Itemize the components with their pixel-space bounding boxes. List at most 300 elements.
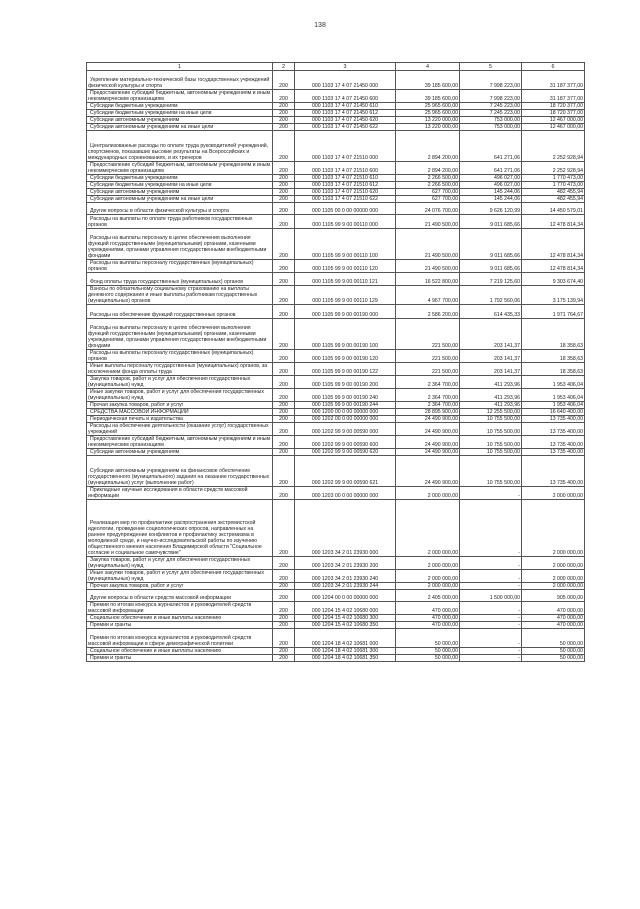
row-approved: 470 000,00 — [396, 622, 460, 629]
row-group: 200 — [273, 583, 295, 590]
row-code: 000 1105 99 9 00 00190 000 — [295, 305, 396, 319]
row-name: Другие вопросы в области средств массовой информации — [87, 590, 273, 602]
row-name: Премии и гранты — [87, 655, 273, 662]
table-row — [87, 376, 585, 389]
table-row — [87, 350, 585, 363]
table-row — [87, 196, 585, 203]
row-executed: 7 998 223,00 — [460, 90, 522, 103]
row-remaining: 31 187 377,00 — [522, 71, 585, 90]
row-group: 200 — [273, 71, 295, 90]
row-executed: 1 500 000,00 — [460, 590, 522, 602]
table-row — [87, 416, 585, 423]
row-code: 000 1204 15 4 02 10680 300 — [295, 615, 396, 622]
row-executed: 145 244,06 — [460, 196, 522, 203]
row-group: 200 — [273, 423, 295, 436]
row-remaining: 18 358,63 — [522, 319, 585, 350]
row-name: Реализация мер по профилактике распространения экстремистской идеологии, проведение социологических опросов, направленных на раннее предупреждение конфликтов и профилактику экстремизма в молодежной среде, и научно-исследовательской работы по изучению общественного мнения населения Владимирской области "Социальное согласие и социальное самочувствие" — [87, 500, 273, 557]
row-code: 000 1202 99 9 00 00590 620 — [295, 449, 396, 456]
row-group: 200 — [273, 456, 295, 487]
row-executed: 9 011 685,66 — [460, 229, 522, 260]
table-row — [87, 90, 585, 103]
row-remaining: 14 450 579,01 — [522, 203, 585, 215]
row-remaining: 2 000 000,00 — [522, 500, 585, 557]
row-remaining: 50 000,00 — [522, 629, 585, 648]
row-code: 000 1105 99 9 00 00110 121 — [295, 273, 396, 286]
row-executed: 411 293,96 — [460, 389, 522, 402]
row-approved: 24 076 700,00 — [396, 203, 460, 215]
row-approved: 21 490 500,00 — [396, 260, 460, 273]
row-group: 200 — [273, 124, 295, 131]
table-row — [87, 389, 585, 402]
row-remaining: 50 000,00 — [522, 648, 585, 655]
row-name: Прикладные научные исследования в области средств массовой информации — [87, 487, 273, 500]
row-executed: - — [460, 648, 522, 655]
row-remaining: 2 000 000,00 — [522, 557, 585, 570]
row-name: Предоставление субсидий бюджетным, автономным учреждениям и иным некоммерческим организациям — [87, 90, 273, 103]
row-code: 000 1204 18 4 02 10681 300 — [295, 648, 396, 655]
row-executed: 203 141,37 — [460, 350, 522, 363]
table-row — [87, 189, 585, 196]
table-row — [87, 215, 585, 229]
row-group: 200 — [273, 203, 295, 215]
row-approved: 21 490 500,00 — [396, 229, 460, 260]
row-remaining: 12 467 000,00 — [522, 117, 585, 124]
row-name: Субсидии бюджетным учреждениям — [87, 175, 273, 182]
row-remaining: 12 478 814,34 — [522, 260, 585, 273]
row-code: 000 1105 99 9 00 00110 000 — [295, 215, 396, 229]
row-remaining: 2 000 000,00 — [522, 583, 585, 590]
table-row — [87, 436, 585, 449]
row-name: Премии по итогам конкурса журналистов и руководителей средств массовой информации в сфере демографической политики — [87, 629, 273, 648]
row-name: Субсидии автономным учреждениям — [87, 117, 273, 124]
row-code: 000 1103 17 4 07 21450 610 — [295, 103, 396, 110]
row-executed: 9 626 120,99 — [460, 203, 522, 215]
row-approved: 13 220 000,00 — [396, 117, 460, 124]
row-executed: - — [460, 655, 522, 662]
row-remaining: 2 000 000,00 — [522, 487, 585, 500]
row-group: 200 — [273, 189, 295, 196]
row-code: 000 1105 99 9 00 00190 244 — [295, 402, 396, 409]
row-executed: - — [460, 629, 522, 648]
row-approved: 2 894 200,00 — [396, 131, 460, 162]
col-header-4: 4 — [396, 63, 460, 71]
table-row — [87, 449, 585, 456]
col-header-6: 6 — [522, 63, 585, 71]
row-remaining: 13 735 400,00 — [522, 436, 585, 449]
row-code: 000 1204 15 4 02 10680 000 — [295, 602, 396, 615]
row-approved: 50 000,00 — [396, 648, 460, 655]
row-executed: - — [460, 583, 522, 590]
row-remaining: 482 455,94 — [522, 189, 585, 196]
row-executed: 7 998 223,00 — [460, 71, 522, 90]
row-approved: 21 490 500,00 — [396, 215, 460, 229]
table-row — [87, 286, 585, 305]
row-code: 000 1203 00 0 00 00000 000 — [295, 487, 396, 500]
row-remaining: 9 303 674,40 — [522, 273, 585, 286]
row-approved: 2 000 000,00 — [396, 570, 460, 583]
row-remaining: 1 953 406,04 — [522, 389, 585, 402]
row-name: Иные закупки товаров, работ и услуг для обеспечения государственных (муниципальных) нужд — [87, 389, 273, 402]
row-approved: 24 490 900,00 — [396, 423, 460, 436]
row-name: Предоставление субсидий бюджетным, автономным учреждениям и иным некоммерческим организациям — [87, 162, 273, 175]
row-executed: - — [460, 557, 522, 570]
row-name: Расходы на выплаты персоналу в целях обеспечения выполнения функций государственными (муниципальными) органами, казенными учреждениями, органами управления государственными внебюджетными фондами — [87, 229, 273, 260]
row-name: Субсидии автономным учреждениям — [87, 449, 273, 456]
row-group: 200 — [273, 629, 295, 648]
row-code: 000 1103 17 4 07 21450 600 — [295, 90, 396, 103]
row-executed: - — [460, 602, 522, 615]
row-executed: - — [460, 487, 522, 500]
table-row — [87, 402, 585, 409]
row-approved: 13 220 000,00 — [396, 124, 460, 131]
row-group: 200 — [273, 286, 295, 305]
row-remaining: 905 000,00 — [522, 590, 585, 602]
row-code: 000 1204 15 4 02 10680 350 — [295, 622, 396, 629]
table-row — [87, 456, 585, 487]
row-approved: 16 522 800,00 — [396, 273, 460, 286]
row-approved: 24 490 900,00 — [396, 456, 460, 487]
row-executed: 614 435,33 — [460, 305, 522, 319]
table-row — [87, 423, 585, 436]
row-remaining: 12 467 000,00 — [522, 124, 585, 131]
row-name: Субсидии бюджетным учреждениям — [87, 103, 273, 110]
table-row — [87, 162, 585, 175]
row-approved: 2 000 000,00 — [396, 557, 460, 570]
row-approved: 4 967 700,00 — [396, 286, 460, 305]
row-name: Расходы на обеспечение функций государственных органов — [87, 305, 273, 319]
row-approved: 221 500,00 — [396, 363, 460, 376]
row-group: 200 — [273, 570, 295, 583]
row-name: Субсидии автономным учреждениям — [87, 189, 273, 196]
table-row — [87, 570, 585, 583]
row-approved: 221 500,00 — [396, 319, 460, 350]
table-row — [87, 655, 585, 662]
row-executed: 7 245 223,00 — [460, 110, 522, 117]
row-remaining: 482 455,94 — [522, 196, 585, 203]
row-code: 000 1105 99 9 00 00110 100 — [295, 229, 396, 260]
row-code: 000 1103 17 4 07 21510 622 — [295, 196, 396, 203]
row-code: 000 1105 99 9 00 00190 240 — [295, 389, 396, 402]
row-name: Иные закупки товаров, работ и услуг для обеспечения государственных (муниципальных) нужд — [87, 570, 273, 583]
row-approved: 50 000,00 — [396, 655, 460, 662]
table-row — [87, 71, 585, 90]
row-remaining: 2 252 928,94 — [522, 162, 585, 175]
row-group: 200 — [273, 175, 295, 182]
row-executed: 203 141,37 — [460, 363, 522, 376]
row-remaining: 1 770 473,00 — [522, 175, 585, 182]
row-executed: 7 245 223,00 — [460, 103, 522, 110]
row-group: 200 — [273, 90, 295, 103]
row-executed: 10 755 500,00 — [460, 423, 522, 436]
row-group: 200 — [273, 131, 295, 162]
row-code: 000 1202 99 9 00 00590 000 — [295, 423, 396, 436]
row-executed: 753 000,00 — [460, 124, 522, 131]
row-approved: 28 895 900,00 — [396, 409, 460, 416]
row-approved: 470 000,00 — [396, 615, 460, 622]
row-remaining: 13 735 400,00 — [522, 423, 585, 436]
row-group: 200 — [273, 117, 295, 124]
table-row — [87, 131, 585, 162]
row-approved: 2 000 000,00 — [396, 583, 460, 590]
row-name: Субсидии бюджетным учреждениям на иные цели — [87, 110, 273, 117]
row-approved: 2 000 000,00 — [396, 487, 460, 500]
row-executed: - — [460, 500, 522, 557]
row-code: 000 1105 00 0 00 00000 000 — [295, 203, 396, 215]
row-approved: 2 364 700,00 — [396, 402, 460, 409]
table-row — [87, 622, 585, 629]
col-header-3: 3 — [295, 63, 396, 71]
row-name: Субсидии автономным учреждениям на иные цели — [87, 196, 273, 203]
table-row — [87, 103, 585, 110]
row-group: 200 — [273, 648, 295, 655]
table-row — [87, 273, 585, 286]
row-executed: 9 011 685,66 — [460, 215, 522, 229]
row-executed: 145 244,06 — [460, 189, 522, 196]
row-group: 200 — [273, 110, 295, 117]
row-group: 200 — [273, 182, 295, 189]
row-code: 000 1203 34 2 01 23930 200 — [295, 557, 396, 570]
row-code: 000 1204 18 4 02 10681 000 — [295, 629, 396, 648]
row-executed: 12 255 500,00 — [460, 409, 522, 416]
row-code: 000 1203 34 2 01 23930 244 — [295, 583, 396, 590]
row-name: Периодическая печать и издательства — [87, 416, 273, 423]
table-row — [87, 305, 585, 319]
table-row — [87, 260, 585, 273]
row-remaining: 50 000,00 — [522, 655, 585, 662]
row-executed: 10 755 500,00 — [460, 416, 522, 423]
row-approved: 24 490 900,00 — [396, 416, 460, 423]
row-group: 200 — [273, 409, 295, 416]
row-group: 200 — [273, 260, 295, 273]
row-remaining: 2 000 000,00 — [522, 570, 585, 583]
row-executed: 9 011 685,66 — [460, 260, 522, 273]
row-executed: 753 000,00 — [460, 117, 522, 124]
row-group: 200 — [273, 162, 295, 175]
row-executed: 496 027,00 — [460, 175, 522, 182]
row-name: Прочая закупка товаров, работ и услуг — [87, 583, 273, 590]
row-group: 200 — [273, 350, 295, 363]
row-code: 000 1203 34 2 01 23930 000 — [295, 500, 396, 557]
row-name: Расходы на обеспечение деятельности (оказание услуг) государственных учреждений — [87, 423, 273, 436]
row-group: 200 — [273, 196, 295, 203]
row-group: 200 — [273, 557, 295, 570]
row-name: Закупка товаров, работ и услуг для обеспечения государственных (муниципальных) нужд — [87, 557, 273, 570]
row-executed: 1 792 560,06 — [460, 286, 522, 305]
row-approved: 39 185 600,00 — [396, 90, 460, 103]
row-name: Взносы по обязательному социальному страхованию на выплаты денежного содержания и иные выплаты работникам государственных (муниципальных) органов — [87, 286, 273, 305]
budget-table — [86, 62, 585, 662]
row-name: Укрепление материально-технической базы государственных учреждений физической культуры и спорта — [87, 71, 273, 90]
row-remaining: 18 720 377,00 — [522, 110, 585, 117]
row-group: 200 — [273, 229, 295, 260]
row-name: Предоставление субсидий бюджетным, автономным учреждениям и иным некоммерческим организациям — [87, 436, 273, 449]
table-row — [87, 203, 585, 215]
table-row — [87, 117, 585, 124]
row-code: 000 1105 99 9 00 00190 122 — [295, 363, 396, 376]
row-group: 200 — [273, 416, 295, 423]
row-executed: - — [460, 622, 522, 629]
table-row — [87, 615, 585, 622]
row-group: 200 — [273, 487, 295, 500]
row-remaining: 12 478 814,34 — [522, 229, 585, 260]
row-approved: 2 364 700,00 — [396, 389, 460, 402]
row-name: Закупка товаров, работ и услуг для обеспечения государственных (муниципальных) нужд — [87, 376, 273, 389]
row-name: Субсидии автономным учреждениям на финансовое обеспечение государственного (муниципального) задания на оказание государственных (муниципальных) услуг (выполнение работ) — [87, 456, 273, 487]
row-remaining: 1 953 406,04 — [522, 376, 585, 389]
row-approved: 25 965 600,00 — [396, 103, 460, 110]
row-executed: 10 755 500,00 — [460, 456, 522, 487]
row-executed: 10 755 500,00 — [460, 449, 522, 456]
row-group: 200 — [273, 590, 295, 602]
page-number: 138 — [314, 22, 326, 29]
row-name: Централизованные расходы по оплате труда руководителей учреждений, спортсменов, показавших высокие результаты на Всероссийских и международных соревнованиях, и их тренеров — [87, 131, 273, 162]
row-remaining: 1 770 473,00 — [522, 182, 585, 189]
row-group: 200 — [273, 622, 295, 629]
row-approved: 2 000 000,00 — [396, 500, 460, 557]
row-executed: 641 271,06 — [460, 131, 522, 162]
row-name: Расходы на выплаты персоналу государственных (муниципальных) органов — [87, 260, 273, 273]
row-code: 000 1103 17 4 07 21450 622 — [295, 124, 396, 131]
row-remaining: 3 175 139,94 — [522, 286, 585, 305]
row-code: 000 1103 17 4 07 21450 620 — [295, 117, 396, 124]
row-remaining: 16 640 400,00 — [522, 409, 585, 416]
row-remaining: 1 953 406,04 — [522, 402, 585, 409]
col-header-2: 2 — [273, 63, 295, 71]
row-code: 000 1105 99 9 00 00190 100 — [295, 319, 396, 350]
table-row — [87, 500, 585, 557]
row-group: 200 — [273, 500, 295, 557]
row-name: Субсидии бюджетным учреждениям на иные цели — [87, 182, 273, 189]
table-row — [87, 602, 585, 615]
row-code: 000 1203 34 2 01 23930 240 — [295, 570, 396, 583]
row-remaining: 18 358,63 — [522, 363, 585, 376]
table-row — [87, 629, 585, 648]
row-approved: 24 490 900,00 — [396, 436, 460, 449]
row-code: 000 1200 00 0 00 00000 000 — [295, 409, 396, 416]
row-remaining: 31 187 377,00 — [522, 90, 585, 103]
row-name: Расходы на выплаты по оплате труда работников государственных органов — [87, 215, 273, 229]
row-remaining: 470 000,00 — [522, 615, 585, 622]
row-name: Фонд оплаты труда государственных (муниципальных) органов — [87, 273, 273, 286]
table-row — [87, 590, 585, 602]
row-executed: 203 141,37 — [460, 319, 522, 350]
row-executed: 7 219 125,60 — [460, 273, 522, 286]
row-name: Другие вопросы в области физической культуры и спорта — [87, 203, 273, 215]
table-row — [87, 124, 585, 131]
row-group: 200 — [273, 376, 295, 389]
row-approved: 2 266 500,00 — [396, 182, 460, 189]
table-row — [87, 557, 585, 570]
table-row — [87, 319, 585, 350]
row-executed: 496 027,00 — [460, 182, 522, 189]
row-name: Социальное обеспечение и иные выплаты населению — [87, 615, 273, 622]
row-executed: 411 293,96 — [460, 402, 522, 409]
row-group: 200 — [273, 615, 295, 622]
row-approved: 25 965 600,00 — [396, 110, 460, 117]
row-approved: 2 586 200,00 — [396, 305, 460, 319]
row-name: Расходы на выплаты персоналу в целях обеспечения выполнения функций государственными (муниципальными) органами, казенными учреждениями, органами управления государственными внебюджетными фондами — [87, 319, 273, 350]
row-approved: 2 266 500,00 — [396, 175, 460, 182]
row-code: 000 1204 00 0 00 00000 000 — [295, 590, 396, 602]
row-group: 200 — [273, 305, 295, 319]
table-row — [87, 648, 585, 655]
row-code: 000 1103 17 4 07 21510 610 — [295, 175, 396, 182]
row-name: Расходы на выплаты персоналу государственных (муниципальных) органов — [87, 350, 273, 363]
row-executed: 10 755 500,00 — [460, 436, 522, 449]
row-approved: 627 700,00 — [396, 189, 460, 196]
row-remaining: 470 000,00 — [522, 602, 585, 615]
row-approved: 221 500,00 — [396, 350, 460, 363]
table-row — [87, 363, 585, 376]
row-code: 000 1105 99 9 00 00110 120 — [295, 260, 396, 273]
row-code: 000 1103 17 4 07 21510 612 — [295, 182, 396, 189]
row-group: 200 — [273, 655, 295, 662]
row-name: Премии по итогам конкурса журналистов и руководителей средств массовой информации — [87, 602, 273, 615]
row-name: Прочая закупка товаров, работ и услуг — [87, 402, 273, 409]
row-remaining: 2 252 928,94 — [522, 131, 585, 162]
row-code: 000 1103 17 4 07 21450 612 — [295, 110, 396, 117]
row-approved: 2 364 700,00 — [396, 376, 460, 389]
row-approved: 627 700,00 — [396, 196, 460, 203]
row-code: 000 1103 17 4 07 21510 600 — [295, 162, 396, 175]
row-group: 200 — [273, 103, 295, 110]
row-remaining: 1 971 764,67 — [522, 305, 585, 319]
row-group: 200 — [273, 436, 295, 449]
table-row — [87, 409, 585, 416]
row-name: СРЕДСТВА МАССОВОЙ ИНФОРМАЦИИ — [87, 409, 273, 416]
row-name: Иные выплаты персоналу государственных (муниципальных) органов, за исключением фонда оплаты труда — [87, 363, 273, 376]
row-group: 200 — [273, 389, 295, 402]
row-code: 000 1103 17 4 07 21510 000 — [295, 131, 396, 162]
row-code: 000 1103 17 4 07 21450 000 — [295, 71, 396, 90]
table-row — [87, 487, 585, 500]
row-group: 200 — [273, 273, 295, 286]
row-remaining: 13 735 400,00 — [522, 416, 585, 423]
row-code: 000 1202 00 0 00 00000 000 — [295, 416, 396, 423]
table-row — [87, 229, 585, 260]
row-remaining: 13 735 400,00 — [522, 449, 585, 456]
row-code: 000 1105 99 9 00 00110 129 — [295, 286, 396, 305]
table-row — [87, 110, 585, 117]
row-approved: 2 405 000,00 — [396, 590, 460, 602]
row-group: 200 — [273, 363, 295, 376]
col-header-5: 5 — [460, 63, 522, 71]
row-approved: 39 185 600,00 — [396, 71, 460, 90]
table-row — [87, 583, 585, 590]
header-row — [87, 63, 585, 71]
row-remaining: 18 720 377,00 — [522, 103, 585, 110]
row-code: 000 1202 99 9 00 00590 600 — [295, 436, 396, 449]
row-group: 200 — [273, 319, 295, 350]
row-code: 000 1204 18 4 02 10681 350 — [295, 655, 396, 662]
row-executed: 641 271,06 — [460, 162, 522, 175]
table-body — [87, 71, 585, 662]
row-name: Премии и гранты — [87, 622, 273, 629]
row-code: 000 1105 99 9 00 00190 120 — [295, 350, 396, 363]
row-remaining: 18 358,63 — [522, 350, 585, 363]
row-group: 200 — [273, 602, 295, 615]
row-approved: 470 000,00 — [396, 602, 460, 615]
row-executed: - — [460, 615, 522, 622]
row-executed: 411 293,96 — [460, 376, 522, 389]
row-name: Социальное обеспечение и иные выплаты населению — [87, 648, 273, 655]
row-code: 000 1103 17 4 07 21510 620 — [295, 189, 396, 196]
row-approved: 24 490 900,00 — [396, 449, 460, 456]
row-executed: - — [460, 570, 522, 583]
row-remaining: 470 000,00 — [522, 622, 585, 629]
row-group: 200 — [273, 402, 295, 409]
row-approved: 50 000,00 — [396, 629, 460, 648]
